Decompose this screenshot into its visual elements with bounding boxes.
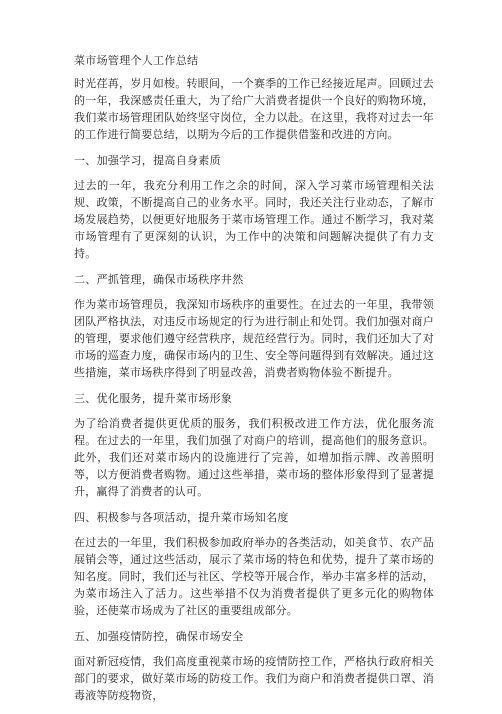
section-body-3: 为了给消费者提供更优质的服务，我们积极改进工作方法，优化服务流程。在过去的一年里，我们加强了对商户的培训，提高他们的服务意识。此外，我们还对菜市场内的设施进行了完善，如增加指示牌、改善照明等，以方便消费者购物。通过这些举措，菜市场的整体形象得到了显著提升，赢得了消费者的认可。 xyxy=(74,417,434,498)
section-heading-4: 四、积极参与各项活动，提升菜市场知名度 xyxy=(74,511,289,524)
section-heading-2: 二、严抓管理，确保市场秩序井然 xyxy=(74,273,244,286)
section-heading-5: 五、加强疫情防控，确保市场安全 xyxy=(74,630,244,643)
document-title: 菜市场管理个人工作总结 xyxy=(74,54,199,67)
section-body-2: 作为菜市场管理员，我深知市场秩序的重要性。在过去的一年里，我带领团队严格执法，对违反市场规定的行为进行制止和处罚。我们加强对商户的管理，要求他们遵守经营秩序，规范经营行为。同时，我们还加大了对市场的巡查力度，确保市场内的卫生、安全等问题得到有效解决。通过这些措施，菜市场秩序得到了明显改善，消费者购物体验不断提升。 xyxy=(74,298,434,379)
section-heading-1: 一、加强学习，提高自身素质 xyxy=(74,154,221,167)
section-body-5: 面对新冠疫情，我们高度重视菜市场的疫情防控工作，严格执行政府相关部门的要求，做好菜市场的防疫工作。我们为商户和消费者提供口罩、消毒液等防疫物资， xyxy=(74,655,434,702)
section-body-1: 过去的一年，我充分利用工作之余的时间，深入学习菜市场管理相关法规、政策，不断提高自己的业务水平。同时，我还关注行业动态，了解市场发展趋势，以便更好地服务于菜市场管理工作。通过不断学习，我对菜市场管理有了更深刻的认识，为工作中的决策和问题解决提供了有力支持。 xyxy=(74,179,434,260)
document-content xyxy=(74,53,434,714)
section-body-4: 在过去的一年里，我们积极参加政府举办的各类活动，如美食节、农产品展销会等，通过这些活动，展示了菜市场的特色和优势，提升了菜市场的知名度。同时，我们还与社区、学校等开展合作，举办丰富多样的活动，为菜市场注入了活力。这些举措不仅为消费者提供了更多元化的购物体验，还使菜市场成为了社区的重要组成部分。 xyxy=(74,536,434,617)
section-heading-3: 三、优化服务，提升菜市场形象 xyxy=(74,392,233,405)
intro-paragraph: 时光荏苒，岁月如梭。转眼间，一个赛季的工作已经接近尾声。回顾过去的一年，我深感责任重大，为了给广大消费者提供一个良好的购物环境，我们菜市场管理团队始终坚守岗位，全力以赴。在这里，我将对过去一年的工作进行简要总结，以期为今后的工作提供借鉴和改进的方向。 xyxy=(74,77,434,141)
